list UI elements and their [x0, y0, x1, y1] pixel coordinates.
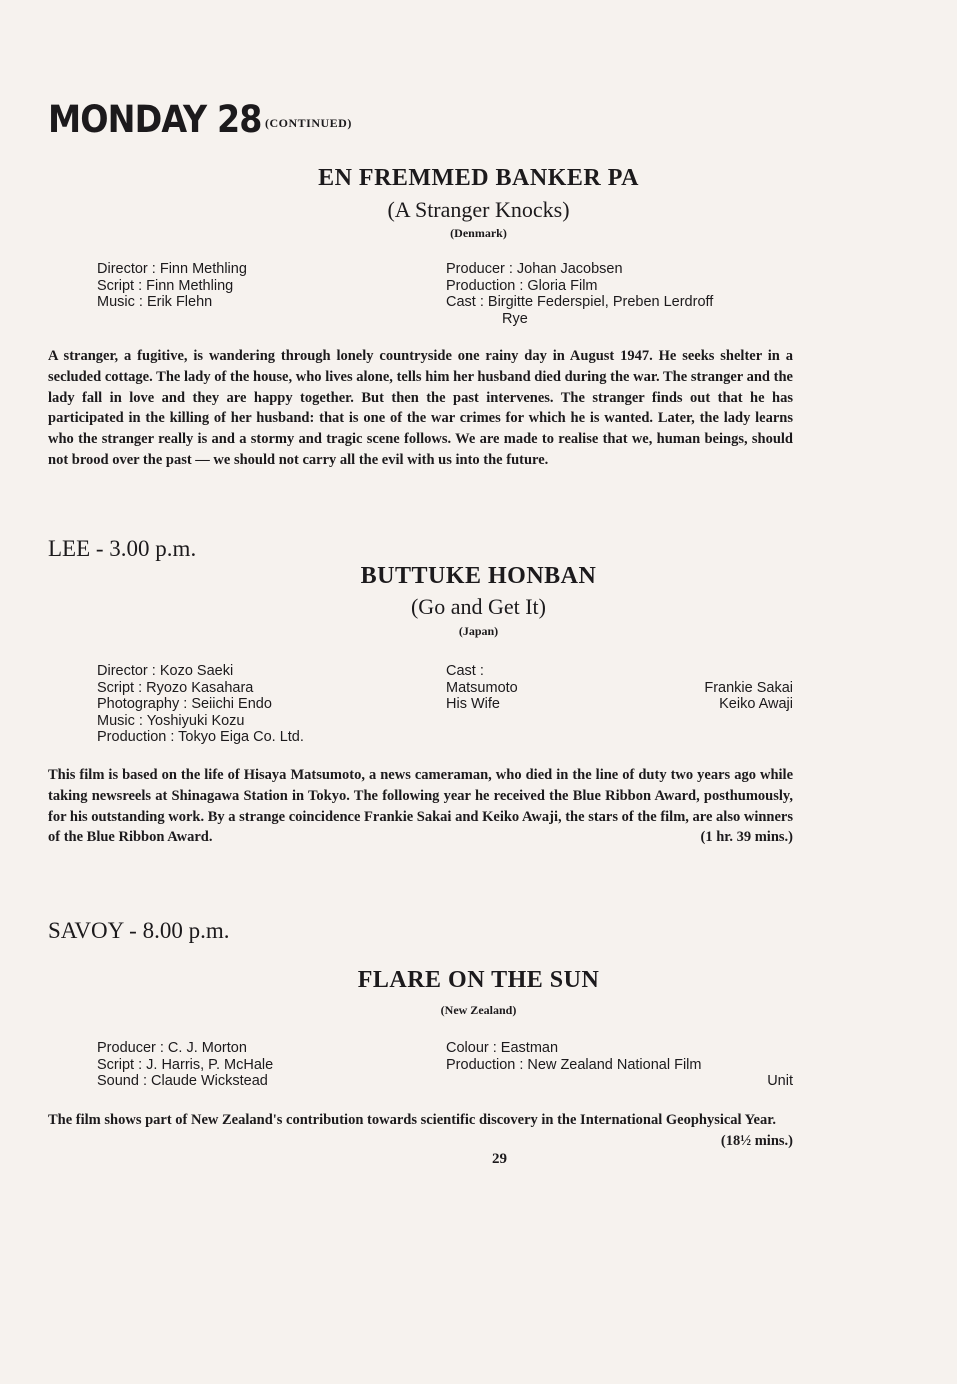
credit-line-cont: Unit — [767, 1073, 793, 1089]
credit-line: Music : Erik Flehn — [97, 294, 213, 310]
film1-subtitle: (A Stranger Knocks) — [387, 197, 570, 222]
film3-synopsis — [48, 1110, 793, 1152]
film2-synopsis-text: This film is based on the life of Hisaya Matsumoto, a news cameraman, who died in the line of duty two years ago while taking newsreels at Shinagawa Station in Tokyo. The following year he received the Blue Ribbon Award, posthumously, for his outstanding work. By a strange coincidence Frankie Sakai and Keiko Awaji, the stars of the film, are also winners of the Blue Ribbon Award. — [48, 767, 793, 846]
day-title: MONDAY 28 — [48, 98, 262, 141]
credit-line: Production : Gloria Film — [446, 277, 598, 294]
credit-line: Script : Ryozo Kasahara — [97, 679, 254, 696]
film3-title: FLARE ON THE SUN — [357, 967, 600, 993]
credit-line: Sound : Claude Wickstead — [97, 1073, 268, 1089]
film2-cast-actors — [600, 680, 793, 713]
film2-country: (Japan) — [458, 624, 499, 638]
film3-runtime: (18½ mins.) — [720, 1132, 793, 1149]
venue-lee: LEE - 3.00 p.m. — [48, 536, 197, 561]
venue-savoy: SAVOY - 8.00 p.m. — [48, 918, 230, 943]
film1-country: (Denmark) — [450, 226, 507, 240]
cast-role: His Wife — [446, 696, 500, 712]
cast-actor: Frankie Sakai — [704, 679, 793, 696]
cast-role: Matsumoto — [446, 679, 518, 696]
credit-line: Director : Finn Methling — [97, 261, 247, 277]
credit-line: Director : Kozo Saeki — [97, 663, 234, 679]
film3-credits-left — [97, 1040, 273, 1090]
cast-actor: Keiko Awaji — [719, 696, 793, 712]
credit-line: Producer : Johan Jacobsen — [446, 261, 623, 277]
credit-line: Production : New Zealand National Film — [446, 1056, 702, 1073]
credit-line: Script : J. Harris, P. McHale — [97, 1056, 274, 1073]
credit-line: Producer : C. J. Morton — [97, 1040, 247, 1056]
day-heading — [48, 98, 285, 141]
film2-runtime: (1 hr. 39 mins.) — [700, 829, 793, 846]
credit-line: Script : Finn Methling — [97, 277, 234, 294]
credit-line: Photography : Seiichi Endo — [97, 696, 272, 712]
film2-synopsis — [48, 765, 793, 848]
credit-line: Cast : Birgitte Federspiel, Preben Lerdroff — [446, 294, 714, 310]
film1-credits-left — [97, 261, 247, 311]
cast-label: Cast : — [446, 663, 484, 679]
film3-country: (New Zealand) — [440, 1003, 517, 1017]
film3-credits-right — [446, 1040, 793, 1090]
film3-synopsis-text: The film shows part of New Zealand's contribution towards scientific discovery in the International Geophysical Year. — [48, 1112, 776, 1128]
film1-credits-right — [446, 261, 793, 327]
credit-line: Production : Tokyo Eiga Co. Ltd. — [97, 729, 304, 745]
film1-title: EN FREMMED BANKER PA — [318, 165, 639, 191]
film2-cast — [446, 663, 518, 713]
film1-synopsis: A stranger, a fugitive, is wandering through lonely countryside one rainy day in August 1947. He seeks shelter in a secluded cottage. The lady of the house, who lives alone, tells him her husband died during the war. The stranger and the lady fall in love and they are happy together. But then the past intervenes. The stranger finds out that he has participated in the killing of her husband: that is one of the war crimes for which he is wanted. Later, the lady learns who the stranger really is and a stormy and tragic scene follows. We are made to realise that we, human beings, should not brood over the past — we should not carry all the evil with us into the future. — [48, 348, 793, 468]
credit-line-cont: Rye — [502, 310, 528, 327]
film2-subtitle: (Go and Get It) — [410, 594, 546, 619]
credit-line: Music : Yoshiyuki Kozu — [97, 712, 245, 729]
film2-credits-left — [97, 663, 304, 746]
page-number: 29 — [492, 1151, 507, 1167]
credit-line: Colour : Eastman — [446, 1040, 559, 1056]
film2-title: BUTTUKE HONBAN — [360, 563, 597, 589]
continued-note: (CONTINUED) — [265, 116, 352, 130]
